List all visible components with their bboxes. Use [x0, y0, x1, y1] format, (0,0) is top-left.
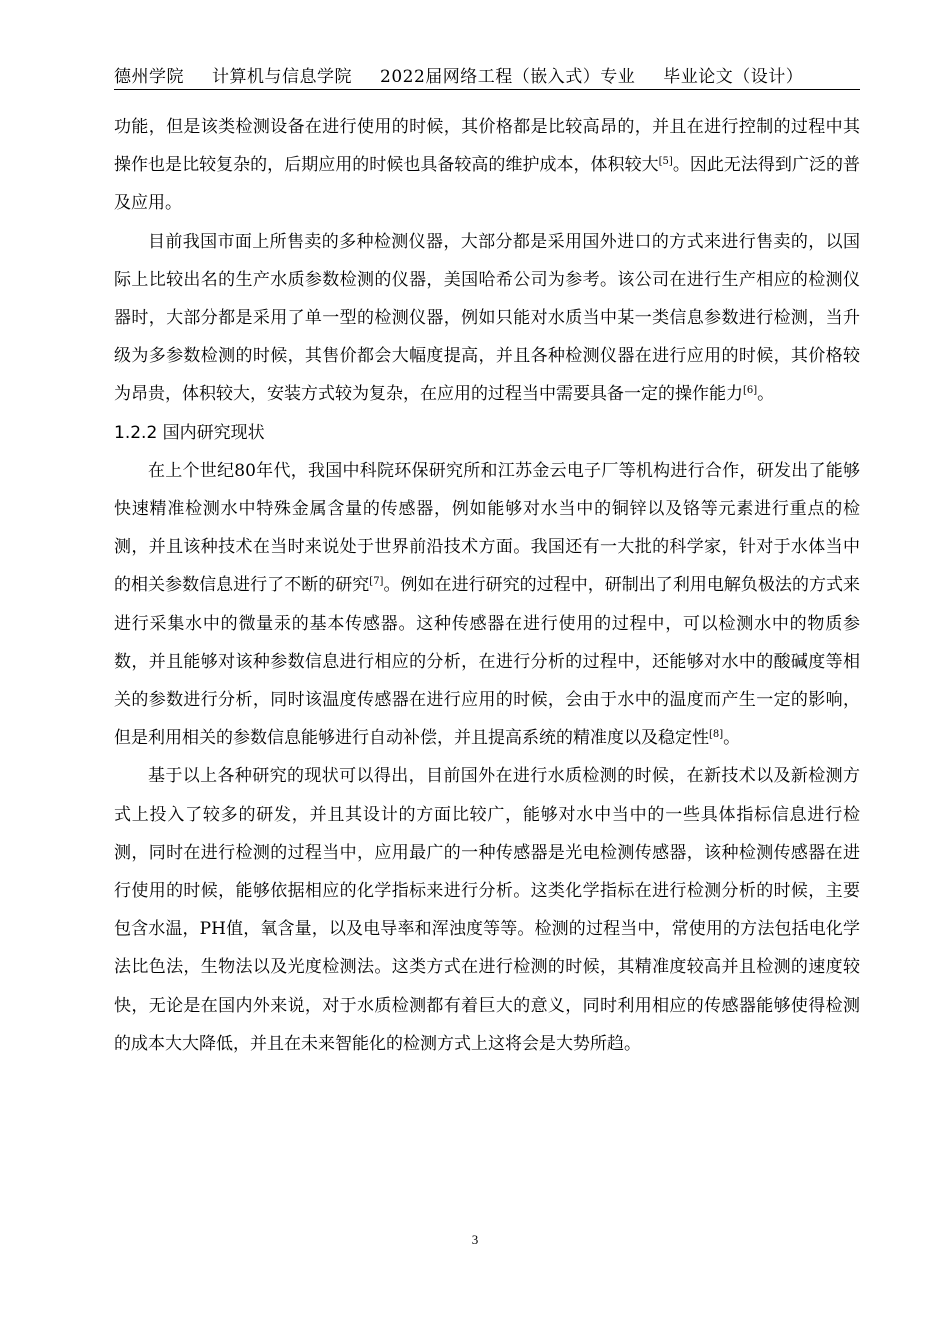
running-header [114, 66, 860, 90]
page-number: 3 [471, 1232, 479, 1247]
paragraph-2: 目前我国市面上所售卖的多种检测仪器，大部分都是采用国外进口的方式来进行售卖的，以国际上比较出名的生产水质参数检测的仪器，美国哈希公司为参考。该公司在进行生产相应的检测仪器时，大部分都是采用了单一型的检测仪器，例如只能对水质当中某一类信息参数进行检测，当升级为多参数检测的时候，其售价都会大幅度提高，并且各种检测仪器在进行应用的时候，其价格较为昂贵，体积较大，安装方式较为复杂，在应用的过程当中需要具备一定的操作能力[6]。 [114, 231, 860, 405]
citation-8: [8] [709, 729, 724, 741]
header-major: 2022届网络工程（嵌入式）专业 [380, 67, 636, 87]
paragraph-3: 在上个世纪80年代，我国中科院环保研究所和江苏金云电子厂等机构进行合作，研发出了能够快速精准检测水中特殊金属含量的传感器，例如能够对水当中的铜锌以及铬等元素进行重点的检测，并且该种技术在当时来说处于世界前沿技术方面。我国还有一大批的科学家，针对于水体当中的相关参数信息进行了不断的研究[7]。例如在进行研究的过程中，研制出了利用电解负极法的方式来进行采集水中的微量汞的基本传感器。这种传感器在进行使用的过程中，可以检测水中的物质参数，并且能够对该种参数信息进行相应的分析，在进行分析的过程中，还能够对水中的酸碱度等相关的参数进行分析，同时该温度传感器在进行应用的时候，会由于水中的温度而产生一定的影响，但是利用相关的参数信息能够进行自动补偿，并且提高系统的精准度以及稳定性[8]。 [114, 460, 861, 749]
header-school: 德州学院 [114, 67, 184, 87]
header-college: 计算机与信息学院 [212, 67, 352, 87]
paragraph-1: 功能，但是该类检测设备在进行使用的时候，其价格都是比较高昂的，并且在进行控制的过程中其操作也是比较复杂的，后期应用的时候也具备较高的维护成本，体积较大[5]。因此无法得到广泛的普及应用。 [114, 117, 861, 214]
citation-6: [6] [743, 385, 758, 397]
section-heading: 1.2.2 国内研究现状 [114, 422, 265, 443]
header-doc-type: 毕业论文（设计） [663, 67, 804, 87]
citation-7: [7] [369, 576, 384, 588]
body-text [114, 108, 860, 1063]
citation-5: [5] [658, 156, 673, 168]
paragraph-4: 基于以上各种研究的现状可以得出，目前国外在进行水质检测的时候，在新技术以及新检测方式上投入了较多的研发，并且其设计的方面比较广，能够对水中当中的一些具体指标信息进行检测，同时在进行检测的过程当中，应用最广的一种传感器是光电检测传感器，该种检测传感器在进行使用的时候，能够依据相应的化学指标来进行分析。这类化学指标在进行检测分析的时候，主要包含水温，PH值，氧含量，以及电导率和浑浊度等等。检测的过程当中，常使用的方法包括电化学法比色法，生物法以及光度检测法。这类方式在进行检测的时候，其精准度较高并且检测的速度较快，无论是在国内外来说，对于水质检测都有着巨大的意义，同时利用相应的传感器能够使得检测的成本大大降低，并且在未来智能化的检测方式上这将会是大势所趋。 [114, 766, 860, 1054]
